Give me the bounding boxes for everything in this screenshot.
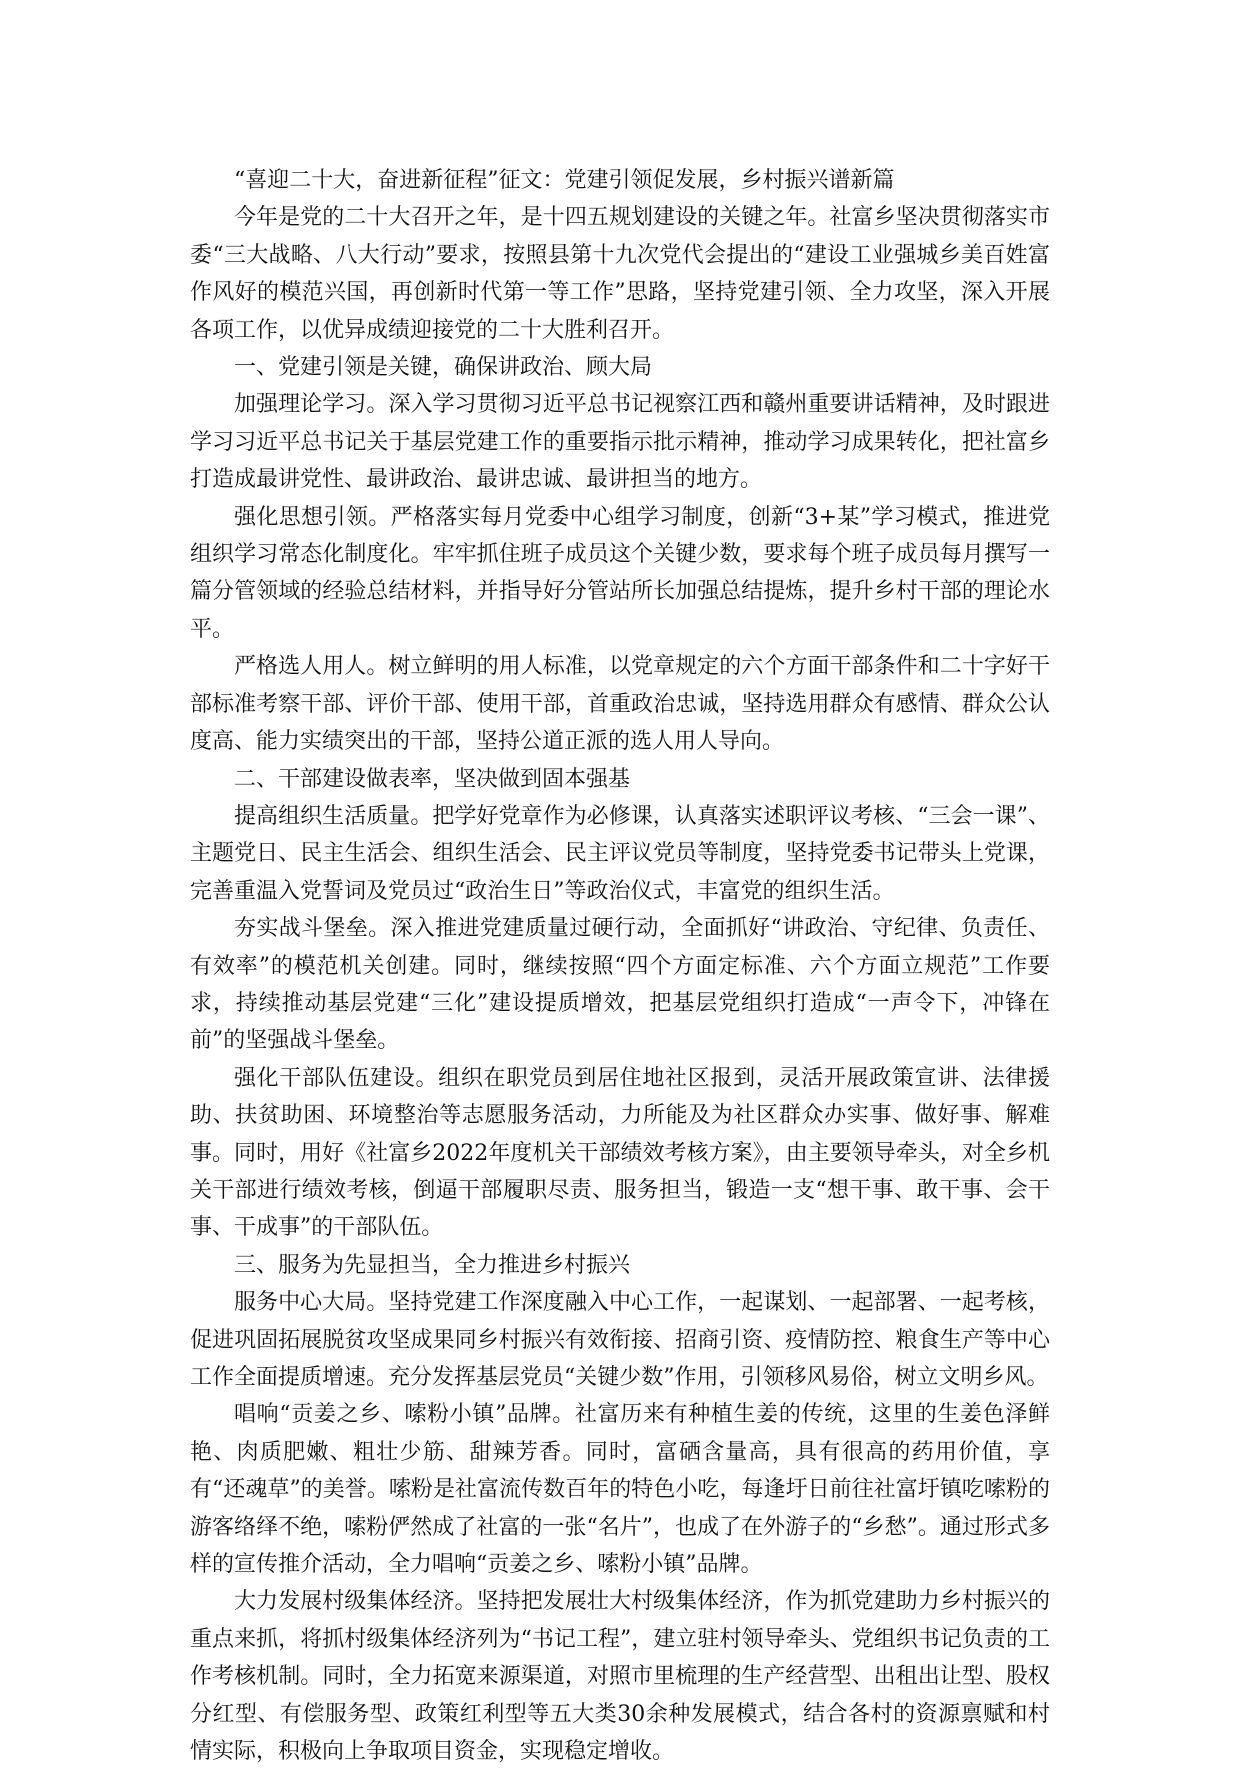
- body-paragraph: 强化思想引领。严格落实每月党委中心组学习制度，创新“3+某”学习模式，推进党组织学习常态化制度化。牢牢抓住班子成员这个关键少数，要求每个班子成员每月撰写一篇分管领域的经验总结材料，并指导好分管站所长加强总结提炼，提升乡村干部的理论水平。: [190, 504, 1050, 642]
- body-paragraph: 今年是党的二十大召开之年，是十四五规划建设的关键之年。社富乡坚决贯彻落实市委“三大战略、八大行动”要求，按照县第十九次党代会提出的“建设工业强城乡美百姓富作风好的模范兴国，再创新时代第一等工作”思路，坚持党建引领、全力攻坚，深入开展各项工作，以优异成绩迎接党的二十大胜利召开。: [190, 205, 1050, 343]
- body-paragraph: 严格选人用人。树立鲜明的用人标准，以党章规定的六个方面干部条件和二十字好干部标准考察干部、评价干部、使用干部，首重政治忠诚，坚持选用群众有感情、群众公认度高、能力实绩突出的干部，坚持公道正派的选人用人导向。: [190, 654, 1050, 755]
- body-paragraph: 唱响“贡姜之乡、嗦粉小镇”品牌。社富历来有种植生姜的传统，这里的生姜色泽鲜艳、肉质肥嫩、粗壮少筋、甜辣芳香。同时，富硒含量高，具有很高的药用价值，享有“还魂草”的美誉。嗦粉是社富流传数百年的特色小吃，每逢圩日前往社富圩镇吃嗦粉的游客络绎不绝，嗦粉俨然成了社富的一张“名片”，也成了在外游子的“乡愁”。通过形式多样的宣传推介活动，全力唱响“贡姜之乡、嗦粉小镇”品牌。: [190, 1402, 1050, 1578]
- body-paragraph: 提高组织生活质量。把学好党章作为必修课，认真落实述职评议考核、“三会一课”、主题党日、民主生活会、组织生活会、民主评议党员等制度，坚持党委书记带头上党课，完善重温入党誓词及党员过“政治生日”等政治仪式，丰富党的组织生活。: [190, 803, 1050, 904]
- document-body: [190, 162, 1050, 1770]
- body-paragraph: 加强理论学习。深入学习贯彻习近平总书记视察江西和赣州重要讲话精神，及时跟进学习习近平总书记关于基层党建工作的重要指示批示精神，推动学习成果转化，把社富乡打造成最讲党性、最讲政治、最讲忠诚、最讲担当的地方。: [190, 392, 1050, 493]
- section-heading: 二、干部建设做表率，坚决做到固本强基: [234, 766, 631, 792]
- body-paragraph: 服务中心大局。坚持党建工作深度融入中心工作，一起谋划、一起部署、一起考核，促进巩固拓展脱贫攻坚成果同乡村振兴有效衔接、招商引资、疫情防控、粮食生产等中心工作全面提质增速。充分发挥基层党员“关键少数”作用，引领移风易俗，树立文明乡风。: [190, 1290, 1050, 1390]
- article-title: “喜迎二十大，奋进新征程”征文：党建引领促发展，乡村振兴谱新篇: [234, 168, 895, 193]
- body-paragraph: 强化干部队伍建设。组织在职党员到居住地社区报到，灵活开展政策宣讲、法律援助、扶贫助困、环境整治等志愿服务活动，力所能及为社区群众办实事、做好事、解难事。同时，用好《社富乡2022年度机关干部绩效考核方案》，由主要领导牵头，对全乡机关干部进行绩效考核，倒逼干部履职尽责、服务担当，锻造一支“想干事、敢干事、会干事、干成事”的干部队伍。: [190, 1065, 1050, 1241]
- body-paragraph: 夯实战斗堡垒。深入推进党建质量过硬行动，全面抓好“讲政治、守纪律、负责任、有效率”的模范机关创建。同时，继续按照“四个方面定标准、六个方面立规范”工作要求，持续推动基层党建“三化”建设提质增效，把基层党组织打造成“一声令下，冲锋在前”的坚强战斗堡垒。: [190, 916, 1050, 1054]
- section-heading: 三、服务为先显担当，全力推进乡村振兴: [234, 1252, 631, 1278]
- section-heading: 一、党建引领是关键，确保讲政治、顾大局: [234, 355, 653, 381]
- body-paragraph: 大力发展村级集体经济。坚持把发展壮大村级集体经济，作为抓党建助力乡村振兴的重点来抓，将抓村级集体经济列为“书记工程”，建立驻村领导牵头、党组织书记负责的工作考核机制。同时，全力拓宽来源渠道，对照市里梳理的生产经营型、出租出让型、股权分红型、有偿服务型、政策红利型等五大类30余种发展模式，结合各村的资源禀赋和村情实际，积极向上争取项目资金，实现稳定增收。: [190, 1589, 1050, 1765]
